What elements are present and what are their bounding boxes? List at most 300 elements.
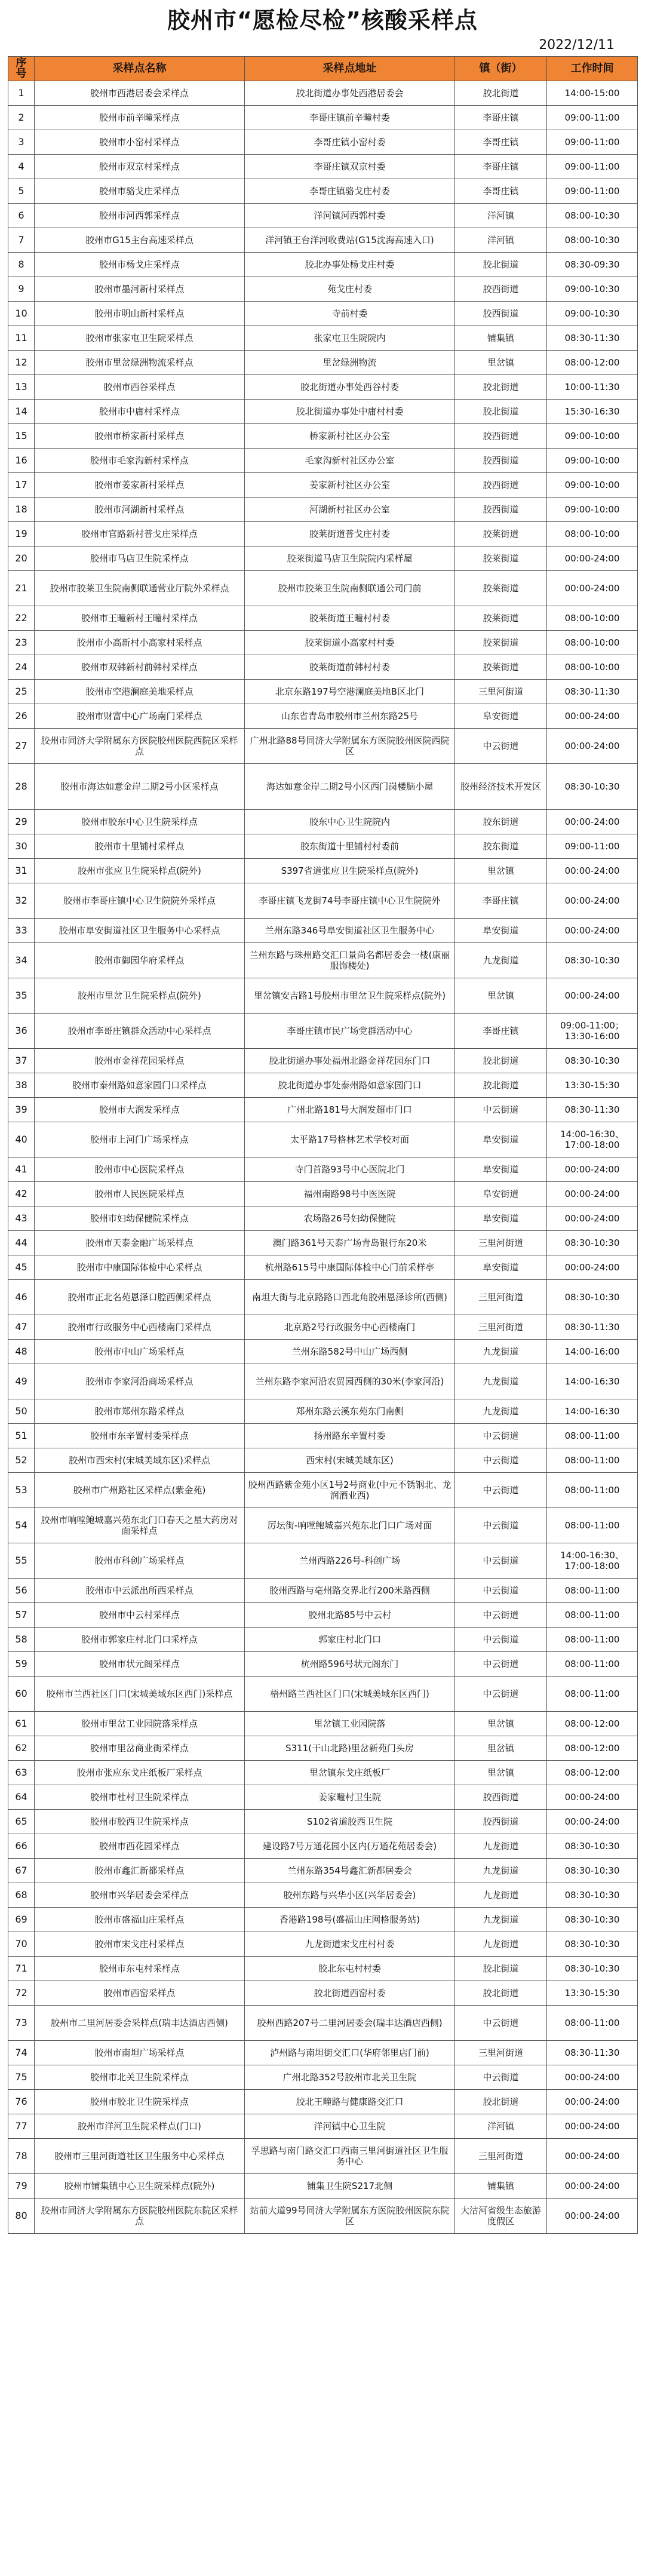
cell-hours: 08:30-10:30 xyxy=(547,1957,638,1981)
table-row xyxy=(8,1424,638,1448)
cell-address: 胶东街道十里铺村村委前 xyxy=(245,834,455,859)
cell-address: 西宋村(宋城美域东区) xyxy=(245,1448,455,1473)
cell-town: 九龙街道 xyxy=(455,1399,547,1424)
header-town: 镇（街） xyxy=(455,57,547,81)
cell-hours: 08:30-11:30 xyxy=(547,326,638,351)
cell-hours: 10:00-11:30 xyxy=(547,375,638,400)
cell-address: 兰州西路226号-科创广场 xyxy=(245,1543,455,1579)
cell-address: 胶莱街道前韩村村委 xyxy=(245,655,455,680)
cell-address: 南坦大街与北京路路口西北角胶州恩泽诊所(西侧) xyxy=(245,1280,455,1315)
cell-name: 胶州市小窑村采样点 xyxy=(35,130,245,155)
cell-address: 寺前村委 xyxy=(245,302,455,326)
cell-address: 兰州东路582号中山广场西侧 xyxy=(245,1340,455,1364)
cell-hours: 13:30-15:30 xyxy=(547,1981,638,2006)
cell-town: 洋河镇 xyxy=(455,204,547,228)
cell-index: 45 xyxy=(8,1255,35,1280)
table-row xyxy=(8,1206,638,1231)
cell-address: 胶莱街道王疃村村委 xyxy=(245,606,455,631)
cell-name: 胶州市里岔工业园院落采样点 xyxy=(35,1712,245,1736)
cell-index: 54 xyxy=(8,1508,35,1543)
cell-town: 胶北街道 xyxy=(455,1049,547,1073)
cell-address: 山东省青岛市胶州市兰州东路25号 xyxy=(245,704,455,729)
cell-index: 58 xyxy=(8,1628,35,1652)
cell-hours: 00:00-24:00 xyxy=(547,704,638,729)
cell-address: 胶莱街道普戈庄村委 xyxy=(245,522,455,546)
cell-hours: 08:30-10:30 xyxy=(547,1280,638,1315)
cell-address: 兰州东路与珠州路交汇口景尚名都居委会一楼(康丽服饰楼处) xyxy=(245,943,455,978)
cell-index: 64 xyxy=(8,1785,35,1810)
cell-name: 胶州市北关卫生院采样点 xyxy=(35,2065,245,2090)
cell-name: 胶州市广州路社区采样点(紫金苑) xyxy=(35,1473,245,1508)
cell-name: 胶州市毛家沟新村采样点 xyxy=(35,449,245,473)
cell-address: 河湖新村社区办公室 xyxy=(245,498,455,522)
cell-address: 胶州市胶莱卫生院南侧联通公司门前 xyxy=(245,571,455,606)
table-row xyxy=(8,424,638,449)
table-row xyxy=(8,883,638,919)
cell-town: 胶州经济技术开发区 xyxy=(455,764,547,810)
table-row xyxy=(8,2174,638,2199)
cell-town: 胶北街道 xyxy=(455,2090,547,2114)
cell-town: 胶东街道 xyxy=(455,834,547,859)
cell-hours: 09:00-11:00 xyxy=(547,179,638,204)
cell-index: 2 xyxy=(8,106,35,130)
cell-index: 56 xyxy=(8,1579,35,1603)
cell-name: 胶州市金祥花园采样点 xyxy=(35,1049,245,1073)
cell-town: 胶莱街道 xyxy=(455,522,547,546)
cell-index: 71 xyxy=(8,1957,35,1981)
table-row xyxy=(8,1712,638,1736)
cell-name: 胶州市官路新村普戈庄采样点 xyxy=(35,522,245,546)
cell-name: 胶州市三里河街道社区卫生服务中心采样点 xyxy=(35,2139,245,2174)
cell-address: 太平路17号格林艺术学校对面 xyxy=(245,1122,455,1157)
table-row xyxy=(8,81,638,106)
table-row xyxy=(8,1628,638,1652)
cell-index: 22 xyxy=(8,606,35,631)
cell-name: 胶州市科创广场采样点 xyxy=(35,1543,245,1579)
cell-index: 66 xyxy=(8,1834,35,1859)
table-row xyxy=(8,1761,638,1785)
cell-index: 4 xyxy=(8,155,35,179)
cell-town: 三里河街道 xyxy=(455,2139,547,2174)
cell-town: 中云街道 xyxy=(455,1543,547,1579)
cell-town: 九龙街道 xyxy=(455,1859,547,1883)
cell-hours: 08:30-10:30 xyxy=(547,1859,638,1883)
cell-town: 中云街道 xyxy=(455,1098,547,1122)
cell-name: 胶州市西港居委会采样点 xyxy=(35,81,245,106)
cell-index: 80 xyxy=(8,2199,35,2234)
cell-hours: 08:30-10:30 xyxy=(547,1049,638,1073)
table-row xyxy=(8,978,638,1014)
cell-hours: 09:00-10:30 xyxy=(547,302,638,326)
sampling-points-table xyxy=(8,56,638,2234)
cell-index: 27 xyxy=(8,729,35,764)
cell-hours: 08:00-12:00 xyxy=(547,1712,638,1736)
cell-hours: 09:00-10:30 xyxy=(547,277,638,302)
cell-name: 胶州市双韩新村前韩村采样点 xyxy=(35,655,245,680)
cell-name: 胶州市中庸村采样点 xyxy=(35,400,245,424)
cell-index: 72 xyxy=(8,1981,35,2006)
cell-name: 胶州市张家屯卫生院采样点 xyxy=(35,326,245,351)
cell-index: 46 xyxy=(8,1280,35,1315)
cell-index: 73 xyxy=(8,2006,35,2041)
table-row xyxy=(8,606,638,631)
cell-name: 胶州市兰西社区门口(宋城美域东区西门)采样点 xyxy=(35,1677,245,1712)
cell-hours: 00:00-24:00 xyxy=(547,2174,638,2199)
cell-index: 8 xyxy=(8,253,35,277)
cell-index: 40 xyxy=(8,1122,35,1157)
cell-name: 胶州市兴华居委会采样点 xyxy=(35,1883,245,1908)
cell-name: 胶州市马店卫生院采样点 xyxy=(35,546,245,571)
cell-index: 15 xyxy=(8,424,35,449)
table-row xyxy=(8,1122,638,1157)
cell-name: 胶州市西宋村(宋城美域东区)采样点 xyxy=(35,1448,245,1473)
publish-date: 2022/12/11 xyxy=(539,38,615,53)
cell-address: 澳门路361号天泰广场青岛银行东20米 xyxy=(245,1231,455,1255)
table-row xyxy=(8,810,638,834)
cell-hours: 13:30-15:30 xyxy=(547,1073,638,1098)
cell-hours: 08:30-10:30 xyxy=(547,764,638,810)
cell-town: 胶西街道 xyxy=(455,449,547,473)
table-row xyxy=(8,1014,638,1049)
cell-town: 李哥庄镇 xyxy=(455,106,547,130)
cell-town: 洋河镇 xyxy=(455,2114,547,2139)
cell-index: 36 xyxy=(8,1014,35,1049)
cell-address: 李哥庄镇市民广场党群活动中心 xyxy=(245,1014,455,1049)
cell-town: 胶北街道 xyxy=(455,1957,547,1981)
cell-name: 胶州市河西郭采样点 xyxy=(35,204,245,228)
cell-town: 胶西街道 xyxy=(455,424,547,449)
cell-address: 胶北街道办事处福州北路金祥花园东门口 xyxy=(245,1049,455,1073)
cell-town: 胶北街道 xyxy=(455,81,547,106)
cell-town: 中云街道 xyxy=(455,1448,547,1473)
cell-town: 李哥庄镇 xyxy=(455,130,547,155)
cell-hours: 00:00-24:00 xyxy=(547,859,638,883)
cell-hours: 14:00-16:00 xyxy=(547,1340,638,1364)
cell-hours: 08:00-10:00 xyxy=(547,655,638,680)
cell-town: 阜安街道 xyxy=(455,1206,547,1231)
cell-address: 泸州路与南坦街交汇口(华府邻里店门前) xyxy=(245,2041,455,2065)
cell-address: 张家屯卫生院院内 xyxy=(245,326,455,351)
table-row xyxy=(8,1736,638,1761)
cell-name: 胶州市李哥庄镇中心卫生院院外采样点 xyxy=(35,883,245,919)
cell-name: 胶州市天泰金融广场采样点 xyxy=(35,1231,245,1255)
cell-hours: 15:30-16:30 xyxy=(547,400,638,424)
cell-name: 胶州市同济大学附属东方医院胶州医院东院区采样点 xyxy=(35,2199,245,2234)
table-row xyxy=(8,2041,638,2065)
cell-hours: 09:00-11:00 xyxy=(547,130,638,155)
cell-town: 九龙街道 xyxy=(455,1364,547,1399)
table-row xyxy=(8,1073,638,1098)
cell-hours: 08:30-10:30 xyxy=(547,943,638,978)
cell-town: 胶西街道 xyxy=(455,302,547,326)
cell-hours: 09:00-11:00；13:30-16:00 xyxy=(547,1014,638,1049)
table-row xyxy=(8,704,638,729)
cell-town: 中云街道 xyxy=(455,1424,547,1448)
table-row xyxy=(8,449,638,473)
cell-town: 胶西街道 xyxy=(455,1810,547,1834)
table-row xyxy=(8,1579,638,1603)
cell-address: 建设路7号万通花园小区内(万通花苑居委会) xyxy=(245,1834,455,1859)
table-row xyxy=(8,326,638,351)
table-row xyxy=(8,2006,638,2041)
cell-index: 7 xyxy=(8,228,35,253)
table-row xyxy=(8,1182,638,1206)
cell-name: 胶州市同济大学附属东方医院胶州医院西院区采样点 xyxy=(35,729,245,764)
cell-town: 里岔镇 xyxy=(455,351,547,375)
cell-index: 21 xyxy=(8,571,35,606)
cell-address: S311(干山北路)里岔新苑门头房 xyxy=(245,1736,455,1761)
cell-index: 65 xyxy=(8,1810,35,1834)
table-row xyxy=(8,1785,638,1810)
cell-town: 中云街道 xyxy=(455,1508,547,1543)
table-row xyxy=(8,680,638,704)
cell-address: 农场路26号妇幼保健院 xyxy=(245,1206,455,1231)
cell-index: 12 xyxy=(8,351,35,375)
cell-name: 胶州市宋戈庄村采样点 xyxy=(35,1932,245,1957)
cell-name: 胶州市中山广场采样点 xyxy=(35,1340,245,1364)
cell-index: 70 xyxy=(8,1932,35,1957)
cell-town: 中云街道 xyxy=(455,1628,547,1652)
header-hours: 工作时间 xyxy=(547,57,638,81)
cell-town: 里岔镇 xyxy=(455,1712,547,1736)
table-row xyxy=(8,1508,638,1543)
cell-address: 胶北东屯村村委 xyxy=(245,1957,455,1981)
cell-hours: 00:00-24:00 xyxy=(547,1206,638,1231)
cell-address: 香港路198号(盛福山庄网格服务站) xyxy=(245,1908,455,1932)
cell-index: 55 xyxy=(8,1543,35,1579)
table-row xyxy=(8,2199,638,2234)
cell-town: 中云街道 xyxy=(455,1652,547,1677)
cell-town: 中云街道 xyxy=(455,1677,547,1712)
cell-hours: 00:00-24:00 xyxy=(547,919,638,943)
table-row xyxy=(8,130,638,155)
cell-name: 胶州市胶西卫生院采样点 xyxy=(35,1810,245,1834)
cell-name: 胶州市泰州路如意家园门口采样点 xyxy=(35,1073,245,1098)
table-row xyxy=(8,1364,638,1399)
cell-hours: 08:00-11:00 xyxy=(547,1677,638,1712)
cell-hours: 08:00-11:00 xyxy=(547,1424,638,1448)
cell-town: 里岔镇 xyxy=(455,1761,547,1785)
cell-address: 毛家沟新村社区办公室 xyxy=(245,449,455,473)
cell-index: 6 xyxy=(8,204,35,228)
cell-address: 海达如意金岸二期2号小区西门岗楼脑小屋 xyxy=(245,764,455,810)
cell-address: 胶北街道办事处西港居委会 xyxy=(245,81,455,106)
table-row xyxy=(8,2114,638,2139)
table-row xyxy=(8,400,638,424)
cell-town: 胶西街道 xyxy=(455,277,547,302)
table-row xyxy=(8,204,638,228)
table-row xyxy=(8,1255,638,1280)
cell-address: 李哥庄镇前辛疃村委 xyxy=(245,106,455,130)
cell-index: 78 xyxy=(8,2139,35,2174)
cell-hours: 08:00-12:00 xyxy=(547,1761,638,1785)
table-row xyxy=(8,498,638,522)
cell-town: 三里河街道 xyxy=(455,680,547,704)
header-name: 采样点名称 xyxy=(35,57,245,81)
cell-name: 胶州市姜家新村采样点 xyxy=(35,473,245,498)
cell-town: 李哥庄镇 xyxy=(455,1014,547,1049)
cell-hours: 08:00-11:00 xyxy=(547,2006,638,2041)
cell-index: 14 xyxy=(8,400,35,424)
cell-hours: 00:00-24:00 xyxy=(547,883,638,919)
cell-name: 胶州市李哥庄镇群众活动中心采样点 xyxy=(35,1014,245,1049)
cell-name: 胶州市中康国际体检中心采样点 xyxy=(35,1255,245,1280)
cell-address: 胶北办事处杨戈庄村委 xyxy=(245,253,455,277)
table-row xyxy=(8,351,638,375)
cell-town: 三里河街道 xyxy=(455,1231,547,1255)
cell-name: 胶州市前辛疃采样点 xyxy=(35,106,245,130)
cell-town: 李哥庄镇 xyxy=(455,883,547,919)
cell-hours: 08:00-10:30 xyxy=(547,228,638,253)
cell-hours: 09:00-11:00 xyxy=(547,834,638,859)
cell-town: 胶东街道 xyxy=(455,810,547,834)
cell-town: 九龙街道 xyxy=(455,1883,547,1908)
cell-address: 里岔绿洲物流 xyxy=(245,351,455,375)
cell-town: 中云街道 xyxy=(455,729,547,764)
table-row xyxy=(8,1098,638,1122)
cell-index: 25 xyxy=(8,680,35,704)
cell-address: 郭家庄村北门口 xyxy=(245,1628,455,1652)
cell-name: 胶州市张应东戈庄纸板厂采样点 xyxy=(35,1761,245,1785)
cell-name: 胶州市西窑采样点 xyxy=(35,1981,245,2006)
cell-index: 28 xyxy=(8,764,35,810)
cell-hours: 09:00-10:00 xyxy=(547,498,638,522)
cell-name: 胶州市响嘡鲍城嘉兴苑东北门口春天之星大药房对面采样点 xyxy=(35,1508,245,1543)
cell-town: 里岔镇 xyxy=(455,1736,547,1761)
table-row xyxy=(8,253,638,277)
table-row xyxy=(8,2139,638,2174)
cell-hours: 08:00-11:00 xyxy=(547,1473,638,1508)
cell-index: 39 xyxy=(8,1098,35,1122)
cell-address: 梧州路兰西社区门口(宋城美域东区西门) xyxy=(245,1677,455,1712)
cell-address: 李哥庄镇骆戈庄村委 xyxy=(245,179,455,204)
cell-town: 胶莱街道 xyxy=(455,631,547,655)
cell-name: 胶州市明山新村采样点 xyxy=(35,302,245,326)
table-row xyxy=(8,1652,638,1677)
table-row xyxy=(8,106,638,130)
cell-hours: 08:00-12:00 xyxy=(547,351,638,375)
cell-hours: 08:00-11:00 xyxy=(547,1652,638,1677)
cell-name: 胶州市海达如意金岸二期2号小区采样点 xyxy=(35,764,245,810)
cell-index: 47 xyxy=(8,1315,35,1340)
cell-address: 胶东中心卫生院院内 xyxy=(245,810,455,834)
cell-address: 广州北路181号大润发超市门口 xyxy=(245,1098,455,1122)
cell-hours: 08:30-10:30 xyxy=(547,1834,638,1859)
cell-index: 23 xyxy=(8,631,35,655)
table-row xyxy=(8,1834,638,1859)
cell-town: 九龙街道 xyxy=(455,1834,547,1859)
cell-hours: 08:30-10:30 xyxy=(547,1932,638,1957)
table-row xyxy=(8,1859,638,1883)
cell-town: 李哥庄镇 xyxy=(455,155,547,179)
cell-name: 胶州市中云派出所西采样点 xyxy=(35,1579,245,1603)
cell-address: 郑州东路云溪东苑东门南侧 xyxy=(245,1399,455,1424)
cell-address: 胶北街道办事处西谷村委 xyxy=(245,375,455,400)
table-row xyxy=(8,522,638,546)
cell-index: 74 xyxy=(8,2041,35,2065)
cell-hours: 00:00-24:00 xyxy=(547,1182,638,1206)
cell-hours: 08:30-11:30 xyxy=(547,1098,638,1122)
cell-hours: 08:00-10:00 xyxy=(547,606,638,631)
cell-index: 48 xyxy=(8,1340,35,1364)
cell-address: 李哥庄镇飞龙街74号李哥庄镇中心卫生院院外 xyxy=(245,883,455,919)
cell-hours: 08:30-10:30 xyxy=(547,1908,638,1932)
cell-hours: 08:30-10:30 xyxy=(547,1231,638,1255)
table-row xyxy=(8,1448,638,1473)
cell-address: 胶北街道西窑村委 xyxy=(245,1981,455,2006)
cell-name: 胶州市李家河沿商场采样点 xyxy=(35,1364,245,1399)
cell-hours: 00:00-24:00 xyxy=(547,2114,638,2139)
cell-hours: 09:00-10:00 xyxy=(547,449,638,473)
table-row xyxy=(8,859,638,883)
cell-index: 52 xyxy=(8,1448,35,1473)
cell-name: 胶州市鑫汇新都采样点 xyxy=(35,1859,245,1883)
cell-hours: 08:00-10:00 xyxy=(547,522,638,546)
table-row xyxy=(8,1340,638,1364)
cell-address: 洋河镇王台洋河收费站(G15沈海高速入口) xyxy=(245,228,455,253)
cell-town: 胶西街道 xyxy=(455,473,547,498)
cell-town: 胶北街道 xyxy=(455,1073,547,1098)
cell-index: 68 xyxy=(8,1883,35,1908)
cell-index: 69 xyxy=(8,1908,35,1932)
table-row xyxy=(8,473,638,498)
cell-address: 兰州东路李家河沿农贸园西侧的30米(李家河沿) xyxy=(245,1364,455,1399)
cell-town: 中云街道 xyxy=(455,1603,547,1628)
cell-hours: 09:00-11:00 xyxy=(547,106,638,130)
cell-address: 北京东路197号空港澜庭美地B区北门 xyxy=(245,680,455,704)
cell-address: 洋河镇中心卫生院 xyxy=(245,2114,455,2139)
cell-town: 胶莱街道 xyxy=(455,571,547,606)
cell-hours: 08:30-11:30 xyxy=(547,2041,638,2065)
cell-town: 中云街道 xyxy=(455,2006,547,2041)
cell-index: 44 xyxy=(8,1231,35,1255)
cell-name: 胶州市南坦广场采样点 xyxy=(35,2041,245,2065)
table-row xyxy=(8,277,638,302)
cell-town: 胶西街道 xyxy=(455,498,547,522)
cell-name: 胶州市郭家庄村北门口采样点 xyxy=(35,1628,245,1652)
table-row xyxy=(8,1603,638,1628)
table-row xyxy=(8,228,638,253)
cell-index: 18 xyxy=(8,498,35,522)
cell-town: 阜安街道 xyxy=(455,919,547,943)
table-row xyxy=(8,764,638,810)
cell-index: 51 xyxy=(8,1424,35,1448)
cell-address: 广州北路352号胶州市北关卫生院 xyxy=(245,2065,455,2090)
table-row xyxy=(8,729,638,764)
cell-index: 24 xyxy=(8,655,35,680)
cell-hours: 08:30-11:30 xyxy=(547,680,638,704)
cell-hours: 00:00-24:00 xyxy=(547,1157,638,1182)
cell-address: 胶州北路85号中云村 xyxy=(245,1603,455,1628)
table-row xyxy=(8,919,638,943)
cell-address: 九龙街道宋戈庄村村委 xyxy=(245,1932,455,1957)
cell-address: 李哥庄镇双京村委 xyxy=(245,155,455,179)
cell-name: 胶州市盛福山庄采样点 xyxy=(35,1908,245,1932)
cell-address: 胶州东路与兴华小区(兴华居委会) xyxy=(245,1883,455,1908)
cell-index: 11 xyxy=(8,326,35,351)
cell-town: 胶西街道 xyxy=(455,1785,547,1810)
cell-name: 胶州市骆戈庄采样点 xyxy=(35,179,245,204)
cell-name: 胶州市西花园采样点 xyxy=(35,1834,245,1859)
cell-town: 里岔镇 xyxy=(455,978,547,1014)
cell-name: 胶州市洋河卫生院采样点(门口) xyxy=(35,2114,245,2139)
cell-address: 胶北街道办事处中庸村村委 xyxy=(245,400,455,424)
cell-town: 三里河街道 xyxy=(455,2041,547,2065)
cell-town: 三里河街道 xyxy=(455,1315,547,1340)
table-row xyxy=(8,1932,638,1957)
cell-name: 胶州市妇幼保健院采样点 xyxy=(35,1206,245,1231)
cell-name: 胶州市郑州东路采样点 xyxy=(35,1399,245,1424)
